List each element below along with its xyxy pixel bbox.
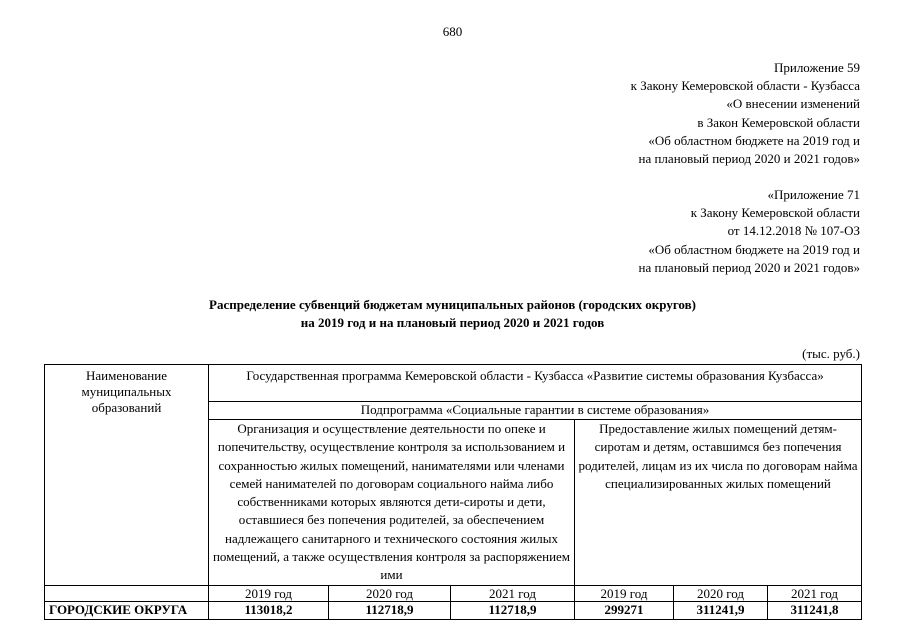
- appendix-header-59: [631, 59, 860, 168]
- title-line: Распределение субвенций бюджетам муниципальных районов (городских округов): [209, 297, 696, 312]
- appendix-line: «О внесении изменений: [726, 96, 860, 112]
- row-value: 311241,9: [674, 601, 768, 619]
- title-line: на 2019 год и на плановый период 2020 и 2021 годов: [300, 315, 605, 330]
- year-header: 2021 год: [451, 585, 575, 601]
- row-value: 113018,2: [209, 601, 329, 619]
- appendix-line: «Об областном бюджете на 2019 год и: [648, 132, 860, 148]
- appendix-header-71: [639, 186, 861, 277]
- table-row: [45, 601, 862, 619]
- subprogram-header: Подпрограмма «Социальные гарантии в системе образования»: [209, 402, 862, 420]
- row-value: 112718,9: [329, 601, 451, 619]
- municipality-name-header: Наименование муниципальных образований: [45, 365, 209, 586]
- subvention-table: [44, 364, 862, 620]
- document-title: [0, 296, 905, 332]
- page-number: 680: [442, 24, 463, 39]
- guardianship-column-header: Организация и осуществление деятельности по опеке и попечительству, осуществление контроля за использованием и сохранностью жилых помещений, нанимателями или членами семей нанимателей по договорам социального найма либо собственниками которых являются дети-сироты и дети, оставшиеся без попечения родителей, за обеспечением надлежащего санитарного и технического состояния жилых помещений, а также осуществления контроля за распоряжением ими: [209, 420, 575, 586]
- program-header: Государственная программа Кемеровской области - Кузбасса «Развитие системы образования Кузбасса»: [209, 365, 862, 402]
- year-header: 2019 год: [575, 585, 674, 601]
- row-name: ГОРОДСКИЕ ОКРУГА: [45, 601, 209, 619]
- housing-column-header: Предоставление жилых помещений детям-сиротам и детям, оставшимся без попечения родителей, лицам из их числа по договорам найма специализированных жилых помещений: [575, 420, 862, 586]
- row-value: 112718,9: [451, 601, 575, 619]
- empty-cell: [45, 585, 209, 601]
- appendix-line: «Приложение 71: [767, 187, 860, 202]
- appendix-line: «Об областном бюджете на 2019 год и: [648, 241, 860, 257]
- year-header: 2021 год: [768, 585, 862, 601]
- row-value: 311241,8: [768, 601, 862, 619]
- appendix-line: на плановый период 2020 и 2021 годов»: [638, 151, 860, 167]
- appendix-line: в Закон Кемеровской области: [697, 114, 860, 130]
- appendix-line: на плановый период 2020 и 2021 годов»: [638, 259, 860, 275]
- appendix-line: Приложение 59: [773, 60, 860, 75]
- units-label: (тыс. руб.): [802, 346, 860, 361]
- year-header: 2020 год: [329, 585, 451, 601]
- year-header: 2019 год: [209, 585, 329, 601]
- appendix-line: к Закону Кемеровской области: [690, 205, 860, 221]
- row-value: 299271: [575, 601, 674, 619]
- appendix-line: к Закону Кемеровской области - Кузбасса: [630, 78, 860, 94]
- year-header: 2020 год: [674, 585, 768, 601]
- appendix-line: от 14.12.2018 № 107-ОЗ: [727, 223, 860, 239]
